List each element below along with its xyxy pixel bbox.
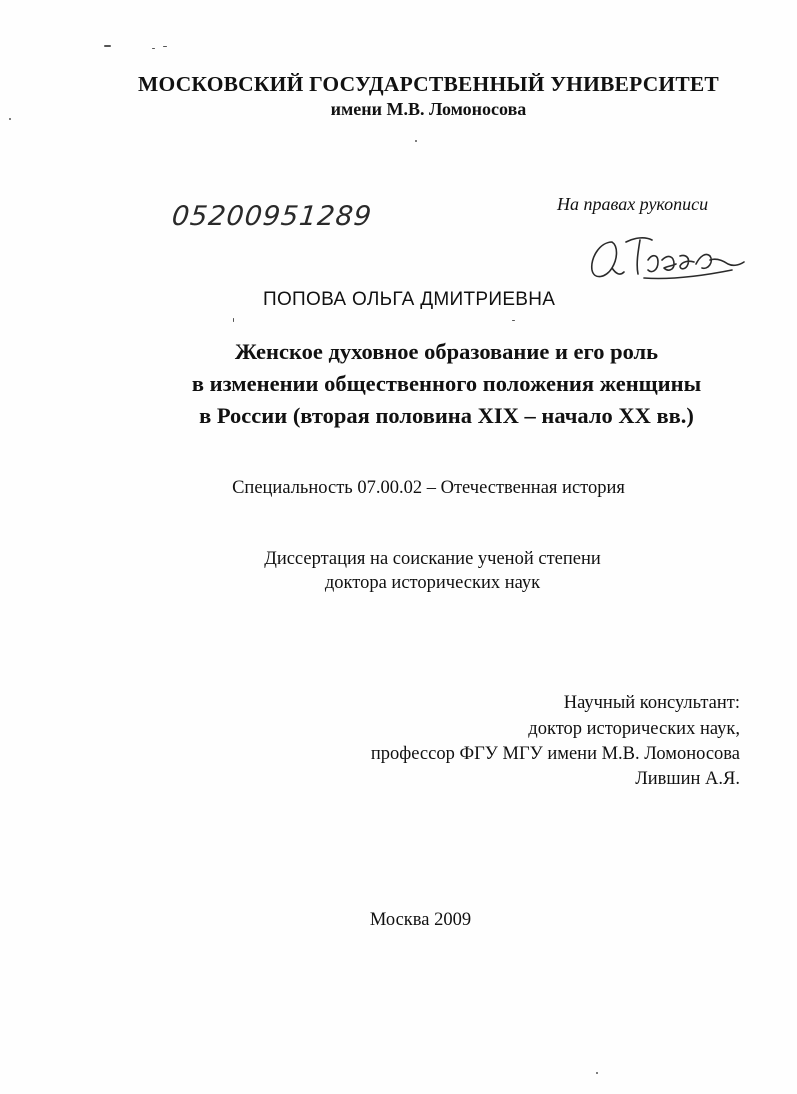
university-name: МОСКОВСКИЙ ГОСУДАРСТВЕННЫЙ УНИВЕРСИТЕТ: [138, 72, 719, 96]
scan-speck: [596, 1072, 598, 1074]
manuscript-rights-label: На правах рукописи: [557, 194, 709, 214]
specialty-line: Специальность 07.00.02 – Отечественная история: [232, 478, 625, 498]
degree-line-1: Диссертация на соискание ученой степени: [264, 549, 601, 569]
advisor-heading: Научный консультант:: [563, 693, 740, 713]
registration-number: 05200951289: [170, 201, 374, 232]
city-year: Москва 2009: [369, 910, 472, 930]
dissertation-title-line-3: в России (вторая половина XIX – начало XX вв.): [199, 403, 694, 428]
scan-speck: [415, 140, 417, 142]
author-name: ПОПОВА ОЛЬГА ДМИТРИЕВНА: [263, 289, 556, 310]
advisor-position: профессор ФГУ МГУ имени М.В. Ломоносова: [370, 744, 740, 764]
dissertation-title-line-1: Женское духовное образование и его роль: [234, 339, 659, 364]
scan-speck: [512, 320, 515, 321]
scan-speck: [104, 45, 111, 47]
advisor-degree: доктор исторических наук,: [528, 719, 740, 739]
university-subtitle: имени М.В. Ломоносова: [330, 99, 527, 119]
scan-speck: [163, 46, 167, 47]
dissertation-title-line-2: в изменении общественного положения женщины: [191, 371, 702, 396]
scan-speck: [152, 48, 155, 49]
degree-line-2: доктора исторических наук: [324, 573, 541, 593]
scan-speck: [233, 318, 234, 322]
scan-speck: [9, 118, 11, 120]
advisor-name: Лившин А.Я.: [635, 769, 740, 789]
handwritten-signature: [582, 220, 752, 290]
